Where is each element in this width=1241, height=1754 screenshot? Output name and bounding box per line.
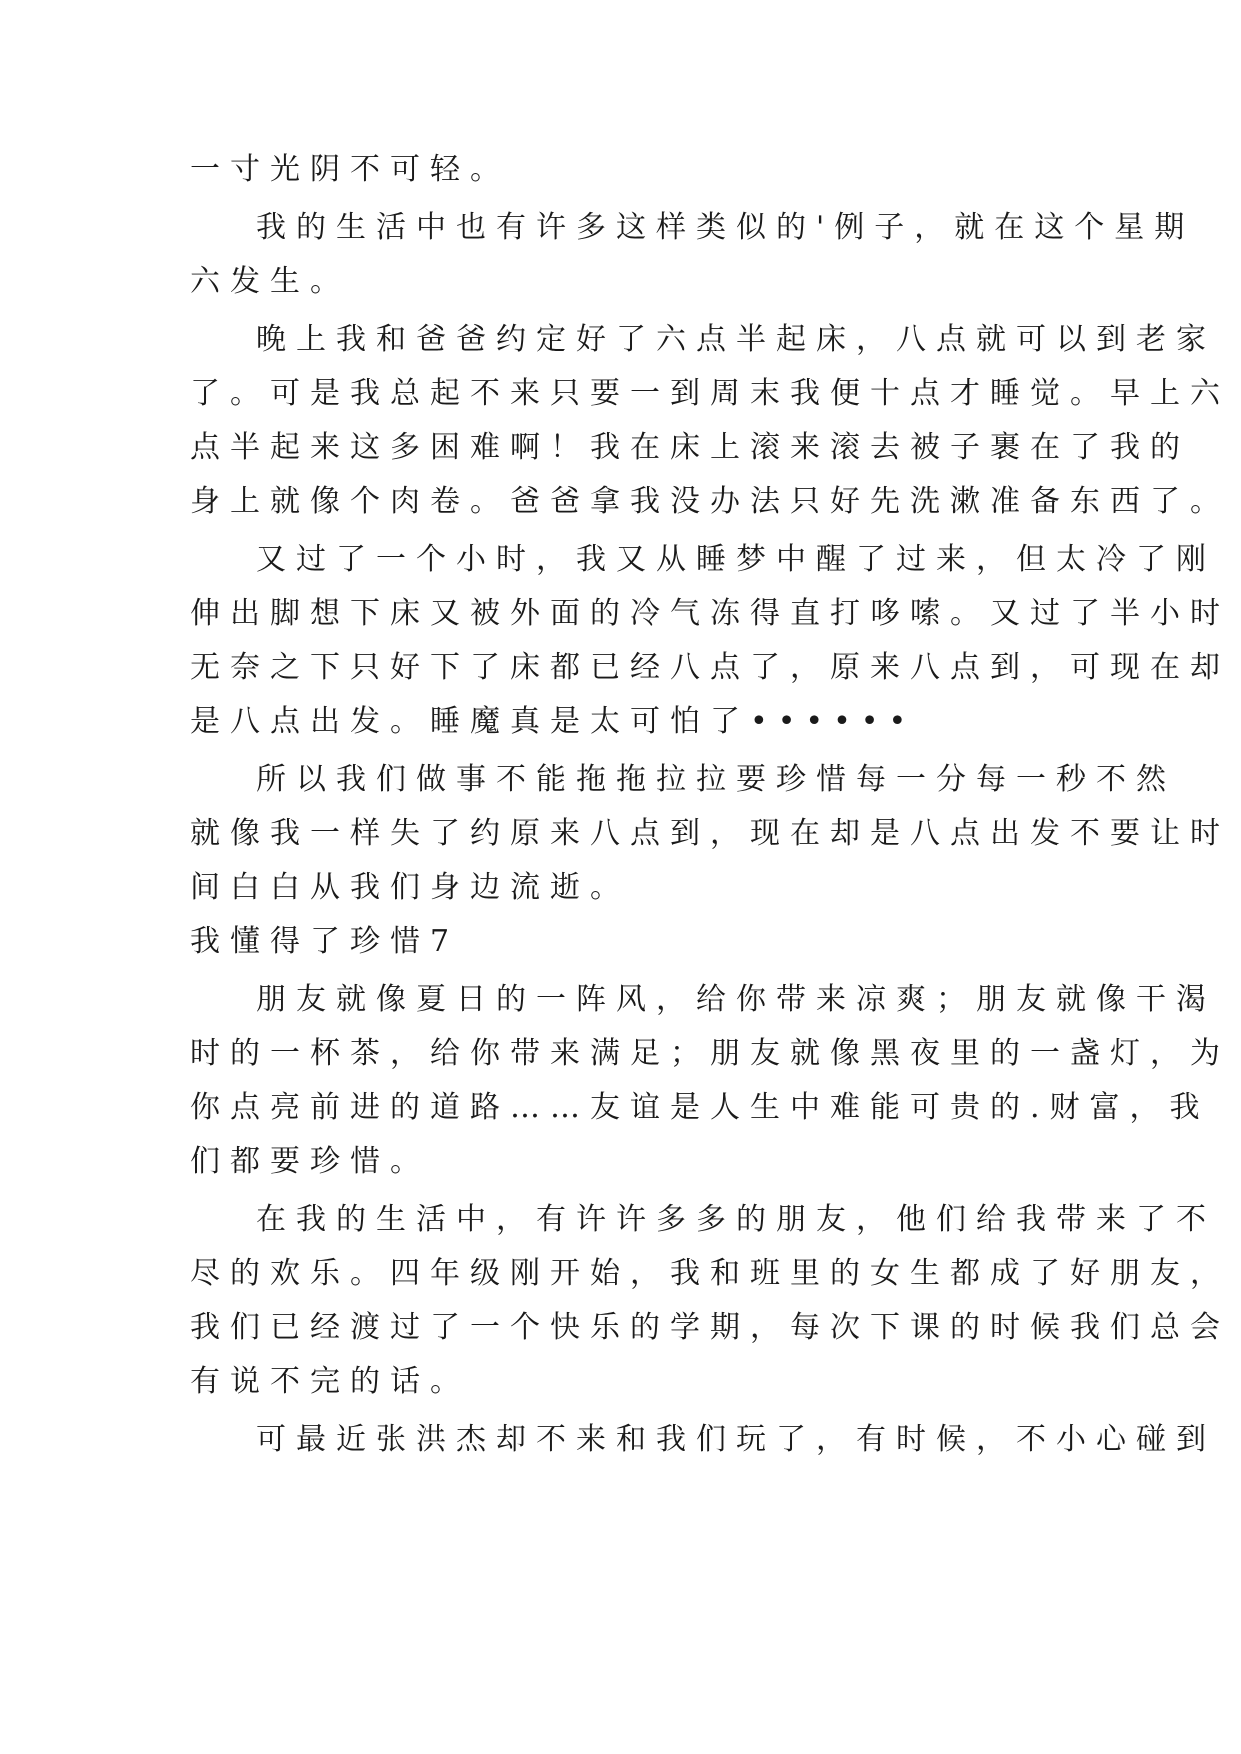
text-line: 是八点出发。睡魔真是太可怕了•••••• bbox=[190, 704, 917, 739]
text-line: 们都要珍惜。 bbox=[190, 1144, 430, 1179]
text-line: 就像我一样失了约原来八点到，现在却是八点出发不要让时 bbox=[190, 816, 1230, 851]
text-line: 身上就像个肉卷。爸爸拿我没办法只好先洗漱准备东西了。 bbox=[190, 484, 1230, 519]
text-line: 所以我们做事不能拖拖拉拉要珍惜每一分每一秒不然 bbox=[256, 762, 1176, 797]
text-line: 有说不完的话。 bbox=[190, 1364, 470, 1399]
text-line: 一寸光阴不可轻。 bbox=[190, 152, 510, 187]
text-line: 可最近张洪杰却不来和我们玩了，有时候，不小心碰到 bbox=[256, 1422, 1216, 1457]
text-line: 又过了一个小时，我又从睡梦中醒了过来，但太冷了刚 bbox=[256, 542, 1216, 577]
text-line: 晚上我和爸爸约定好了六点半起床，八点就可以到老家 bbox=[256, 322, 1216, 357]
text-line: 朋友就像夏日的一阵风，给你带来凉爽；朋友就像干渴 bbox=[256, 982, 1216, 1017]
text-line: 无奈之下只好下了床都已经八点了，原来八点到，可现在却 bbox=[190, 650, 1230, 685]
text-line: 间白白从我们身边流逝。 bbox=[190, 870, 630, 905]
text-line: 我的生活中也有许多这样类似的'例子，就在这个星期 bbox=[256, 210, 1195, 245]
text-line: 时的一杯茶，给你带来满足；朋友就像黑夜里的一盏灯，为 bbox=[190, 1036, 1230, 1071]
text-line: 点半起来这多困难啊！我在床上滚来滚去被子裹在了我的 bbox=[190, 430, 1190, 465]
text-line: 了。可是我总起不来只要一到周末我便十点才睡觉。早上六 bbox=[190, 376, 1230, 411]
text-line: 尽的欢乐。四年级刚开始，我和班里的女生都成了好朋友， bbox=[190, 1256, 1230, 1291]
text-line: 你点亮前进的道路……友谊是人生中难能可贵的.财富，我 bbox=[190, 1090, 1210, 1125]
text-line: 伸出脚想下床又被外面的冷气冻得直打哆嗦。又过了半小时 bbox=[190, 596, 1230, 631]
text-line: 六发生。 bbox=[190, 264, 350, 299]
text-line: 我们已经渡过了一个快乐的学期，每次下课的时候我们总会 bbox=[190, 1310, 1230, 1345]
text-line: 在我的生活中，有许许多多的朋友，他们给我带来了不 bbox=[256, 1202, 1216, 1237]
section-heading: 我懂得了珍惜7 bbox=[190, 924, 460, 959]
